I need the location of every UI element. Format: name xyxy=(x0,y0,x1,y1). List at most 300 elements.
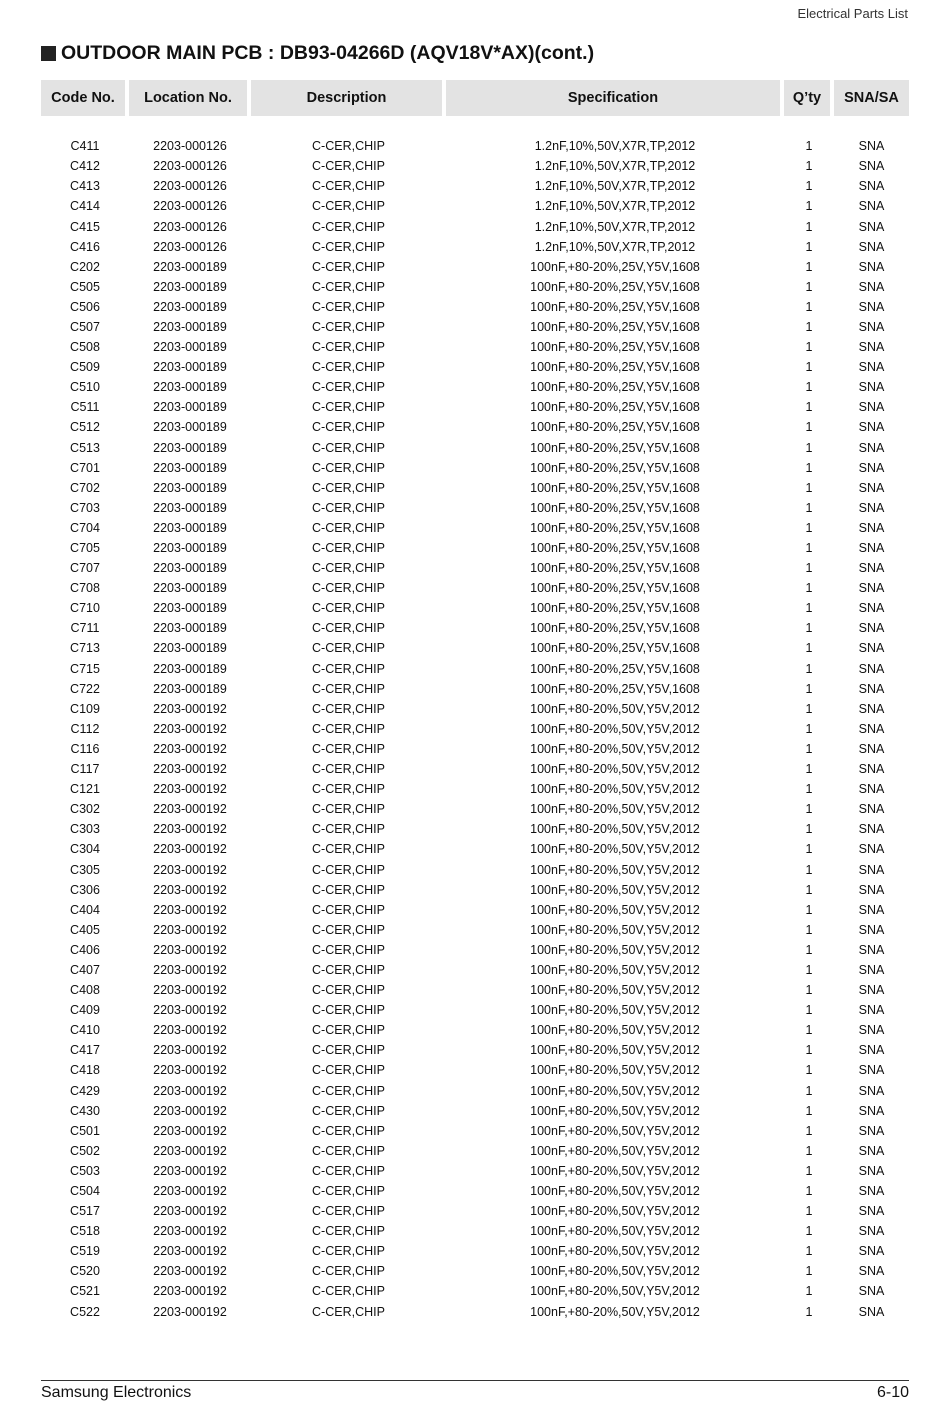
qty-cell: 1 xyxy=(805,460,813,475)
specification-cell: 100nF,+80-20%,50V,Y5V,2012 xyxy=(530,1204,700,1219)
description-cell: C-CER,CHIP xyxy=(312,1204,385,1219)
specification-cell: 100nF,+80-20%,50V,Y5V,2012 xyxy=(530,882,700,897)
sna-sa-cell: SNA xyxy=(858,1284,885,1299)
specification-cell: 100nF,+80-20%,25V,Y5V,1608 xyxy=(530,581,700,596)
specification-cell: 100nF,+80-20%,50V,Y5V,2012 xyxy=(530,1264,700,1279)
sna-sa-cell: SNA xyxy=(858,1163,885,1178)
sna-sa-cell: SNA xyxy=(858,842,885,857)
description-cell: C-CER,CHIP xyxy=(312,802,385,817)
code-no-cell: C302 xyxy=(70,802,100,817)
qty-cell: 1 xyxy=(805,360,813,375)
sna-sa-cell: SNA xyxy=(858,1204,885,1219)
location-no-cell: 2203-000126 xyxy=(153,199,227,214)
table-row xyxy=(41,1060,909,1080)
location-no-cell: 2203-000192 xyxy=(153,1123,227,1138)
table-row xyxy=(41,257,909,277)
column-header-description: Description xyxy=(251,80,446,116)
qty-cell: 1 xyxy=(805,520,813,535)
specification-cell: 100nF,+80-20%,25V,Y5V,1608 xyxy=(530,541,700,556)
table-row xyxy=(41,859,909,879)
location-no-cell: 2203-000192 xyxy=(153,802,227,817)
qty-cell: 1 xyxy=(805,179,813,194)
description-cell: C-CER,CHIP xyxy=(312,500,385,515)
code-no-cell: C502 xyxy=(70,1143,100,1158)
location-no-cell: 2203-000189 xyxy=(153,661,227,676)
qty-cell: 1 xyxy=(805,902,813,917)
qty-cell: 1 xyxy=(805,420,813,435)
description-cell: C-CER,CHIP xyxy=(312,1184,385,1199)
qty-cell: 1 xyxy=(805,942,813,957)
specification-cell: 100nF,+80-20%,25V,Y5V,1608 xyxy=(530,360,700,375)
table-row xyxy=(41,799,909,819)
sna-sa-cell: SNA xyxy=(858,701,885,716)
code-no-cell: C121 xyxy=(70,782,100,797)
sna-sa-cell: SNA xyxy=(858,1264,885,1279)
location-no-cell: 2203-000192 xyxy=(153,942,227,957)
table-row xyxy=(41,1101,909,1121)
sna-sa-cell: SNA xyxy=(858,1244,885,1259)
qty-cell: 1 xyxy=(805,239,813,254)
specification-cell: 100nF,+80-20%,50V,Y5V,2012 xyxy=(530,942,700,957)
description-cell: C-CER,CHIP xyxy=(312,983,385,998)
table-row xyxy=(41,839,909,859)
description-cell: C-CER,CHIP xyxy=(312,922,385,937)
specification-cell: 100nF,+80-20%,50V,Y5V,2012 xyxy=(530,1043,700,1058)
table-row xyxy=(41,739,909,759)
qty-cell: 1 xyxy=(805,1063,813,1078)
description-cell: C-CER,CHIP xyxy=(312,862,385,877)
specification-cell: 1.2nF,10%,50V,X7R,TP,2012 xyxy=(534,239,696,254)
description-cell: C-CER,CHIP xyxy=(312,480,385,495)
qty-cell: 1 xyxy=(805,983,813,998)
location-no-cell: 2203-000189 xyxy=(153,500,227,515)
location-no-cell: 2203-000189 xyxy=(153,681,227,696)
code-no-cell: C410 xyxy=(70,1023,100,1038)
sna-sa-cell: SNA xyxy=(858,942,885,957)
location-no-cell: 2203-000192 xyxy=(153,762,227,777)
code-no-cell: C418 xyxy=(70,1063,100,1078)
location-no-cell: 2203-000192 xyxy=(153,1043,227,1058)
specification-cell: 100nF,+80-20%,50V,Y5V,2012 xyxy=(530,962,700,977)
description-cell: C-CER,CHIP xyxy=(312,782,385,797)
specification-cell: 1.2nF,10%,50V,X7R,TP,2012 xyxy=(534,219,696,234)
sna-sa-cell: SNA xyxy=(858,621,885,636)
specification-cell: 100nF,+80-20%,25V,Y5V,1608 xyxy=(530,299,700,314)
location-no-cell: 2203-000189 xyxy=(153,480,227,495)
table-row xyxy=(41,960,909,980)
table-row xyxy=(41,699,909,719)
code-no-cell: C304 xyxy=(70,842,100,857)
location-no-cell: 2203-000192 xyxy=(153,1083,227,1098)
table-row xyxy=(41,498,909,518)
qty-cell: 1 xyxy=(805,741,813,756)
sna-sa-cell: SNA xyxy=(858,219,885,234)
table-row xyxy=(41,900,909,920)
description-cell: C-CER,CHIP xyxy=(312,721,385,736)
code-no-cell: C202 xyxy=(70,259,100,274)
table-row xyxy=(41,1181,909,1201)
specification-cell: 100nF,+80-20%,50V,Y5V,2012 xyxy=(530,1224,700,1239)
description-cell: C-CER,CHIP xyxy=(312,159,385,174)
table-row xyxy=(41,317,909,337)
code-no-cell: C520 xyxy=(70,1264,100,1279)
table-row xyxy=(41,1141,909,1161)
specification-cell: 100nF,+80-20%,50V,Y5V,2012 xyxy=(530,721,700,736)
specification-cell: 1.2nF,10%,50V,X7R,TP,2012 xyxy=(534,159,696,174)
qty-cell: 1 xyxy=(805,279,813,294)
location-no-cell: 2203-000189 xyxy=(153,541,227,556)
code-no-cell: C711 xyxy=(70,621,100,636)
sna-sa-cell: SNA xyxy=(858,239,885,254)
description-cell: C-CER,CHIP xyxy=(312,299,385,314)
specification-cell: 100nF,+80-20%,25V,Y5V,1608 xyxy=(530,621,700,636)
table-row xyxy=(41,176,909,196)
specification-cell: 100nF,+80-20%,25V,Y5V,1608 xyxy=(530,319,700,334)
code-no-cell: C506 xyxy=(70,299,100,314)
sna-sa-cell: SNA xyxy=(858,520,885,535)
table-row xyxy=(41,1261,909,1281)
code-no-cell: C430 xyxy=(70,1103,100,1118)
location-no-cell: 2203-000126 xyxy=(153,139,227,154)
table-row xyxy=(41,1281,909,1301)
code-no-cell: C414 xyxy=(70,199,100,214)
table-row xyxy=(41,618,909,638)
specification-cell: 100nF,+80-20%,25V,Y5V,1608 xyxy=(530,420,700,435)
location-no-cell: 2203-000189 xyxy=(153,400,227,415)
location-no-cell: 2203-000192 xyxy=(153,741,227,756)
code-no-cell: C705 xyxy=(70,541,100,556)
code-no-cell: C404 xyxy=(70,902,100,917)
location-no-cell: 2203-000192 xyxy=(153,1204,227,1219)
description-cell: C-CER,CHIP xyxy=(312,340,385,355)
description-cell: C-CER,CHIP xyxy=(312,942,385,957)
location-no-cell: 2203-000192 xyxy=(153,922,227,937)
location-no-cell: 2203-000192 xyxy=(153,1244,227,1259)
description-cell: C-CER,CHIP xyxy=(312,1003,385,1018)
code-no-cell: C429 xyxy=(70,1083,100,1098)
qty-cell: 1 xyxy=(805,882,813,897)
specification-cell: 100nF,+80-20%,25V,Y5V,1608 xyxy=(530,340,700,355)
location-no-cell: 2203-000192 xyxy=(153,1224,227,1239)
sna-sa-cell: SNA xyxy=(858,601,885,616)
sna-sa-cell: SNA xyxy=(858,1103,885,1118)
specification-cell: 100nF,+80-20%,50V,Y5V,2012 xyxy=(530,782,700,797)
sna-sa-cell: SNA xyxy=(858,862,885,877)
description-cell: C-CER,CHIP xyxy=(312,239,385,254)
specification-cell: 100nF,+80-20%,50V,Y5V,2012 xyxy=(530,1123,700,1138)
qty-cell: 1 xyxy=(805,139,813,154)
specification-cell: 1.2nF,10%,50V,X7R,TP,2012 xyxy=(534,199,696,214)
location-no-cell: 2203-000126 xyxy=(153,239,227,254)
description-cell: C-CER,CHIP xyxy=(312,319,385,334)
sna-sa-cell: SNA xyxy=(858,1143,885,1158)
qty-cell: 1 xyxy=(805,601,813,616)
sna-sa-cell: SNA xyxy=(858,902,885,917)
table-row xyxy=(41,880,909,900)
qty-cell: 1 xyxy=(805,561,813,576)
sna-sa-cell: SNA xyxy=(858,882,885,897)
qty-cell: 1 xyxy=(805,319,813,334)
specification-cell: 1.2nF,10%,50V,X7R,TP,2012 xyxy=(534,139,696,154)
table-row xyxy=(41,558,909,578)
description-cell: C-CER,CHIP xyxy=(312,601,385,616)
table-row xyxy=(41,136,909,156)
table-row xyxy=(41,297,909,317)
table-row xyxy=(41,458,909,478)
code-no-cell: C408 xyxy=(70,983,100,998)
description-cell: C-CER,CHIP xyxy=(312,279,385,294)
code-no-cell: C112 xyxy=(70,721,100,736)
code-no-cell: C303 xyxy=(70,822,100,837)
description-cell: C-CER,CHIP xyxy=(312,420,385,435)
qty-cell: 1 xyxy=(805,802,813,817)
code-no-cell: C518 xyxy=(70,1224,100,1239)
location-no-cell: 2203-000189 xyxy=(153,360,227,375)
description-cell: C-CER,CHIP xyxy=(312,762,385,777)
location-no-cell: 2203-000192 xyxy=(153,1003,227,1018)
code-no-cell: C511 xyxy=(70,400,100,415)
qty-cell: 1 xyxy=(805,1264,813,1279)
code-no-cell: C504 xyxy=(70,1184,100,1199)
description-cell: C-CER,CHIP xyxy=(312,1163,385,1178)
table-row xyxy=(41,719,909,739)
sna-sa-cell: SNA xyxy=(858,983,885,998)
sna-sa-cell: SNA xyxy=(858,541,885,556)
description-cell: C-CER,CHIP xyxy=(312,902,385,917)
description-cell: C-CER,CHIP xyxy=(312,741,385,756)
qty-cell: 1 xyxy=(805,721,813,736)
table-row xyxy=(41,277,909,297)
sna-sa-cell: SNA xyxy=(858,581,885,596)
location-no-cell: 2203-000192 xyxy=(153,902,227,917)
column-header-sna-sa: SNA/SA xyxy=(834,80,909,116)
sna-sa-cell: SNA xyxy=(858,340,885,355)
specification-cell: 100nF,+80-20%,50V,Y5V,2012 xyxy=(530,1244,700,1259)
code-no-cell: C703 xyxy=(70,500,100,515)
table-row xyxy=(41,1241,909,1261)
table-row xyxy=(41,1201,909,1221)
location-no-cell: 2203-000192 xyxy=(153,983,227,998)
footer-company: Samsung Electronics xyxy=(41,1384,192,1401)
qty-cell: 1 xyxy=(805,500,813,515)
table-row xyxy=(41,538,909,558)
location-no-cell: 2203-000192 xyxy=(153,701,227,716)
qty-cell: 1 xyxy=(805,1123,813,1138)
qty-cell: 1 xyxy=(805,1003,813,1018)
code-no-cell: C704 xyxy=(70,520,100,535)
table-row xyxy=(41,659,909,679)
code-no-cell: C517 xyxy=(70,1204,100,1219)
code-no-cell: C710 xyxy=(70,601,100,616)
specification-cell: 100nF,+80-20%,25V,Y5V,1608 xyxy=(530,380,700,395)
qty-cell: 1 xyxy=(805,661,813,676)
code-no-cell: C513 xyxy=(70,440,100,455)
specification-cell: 100nF,+80-20%,25V,Y5V,1608 xyxy=(530,601,700,616)
sna-sa-cell: SNA xyxy=(858,380,885,395)
code-no-cell: C305 xyxy=(70,862,100,877)
location-no-cell: 2203-000192 xyxy=(153,1143,227,1158)
qty-cell: 1 xyxy=(805,701,813,716)
table-row xyxy=(41,156,909,176)
code-no-cell: C507 xyxy=(70,319,100,334)
qty-cell: 1 xyxy=(805,480,813,495)
table-row xyxy=(41,940,909,960)
code-no-cell: C503 xyxy=(70,1163,100,1178)
sna-sa-cell: SNA xyxy=(858,199,885,214)
sna-sa-cell: SNA xyxy=(858,802,885,817)
sna-sa-cell: SNA xyxy=(858,1083,885,1098)
table-row xyxy=(41,980,909,1000)
description-cell: C-CER,CHIP xyxy=(312,1143,385,1158)
sna-sa-cell: SNA xyxy=(858,1304,885,1319)
location-no-cell: 2203-000189 xyxy=(153,319,227,334)
table-row xyxy=(41,759,909,779)
qty-cell: 1 xyxy=(805,1083,813,1098)
specification-cell: 100nF,+80-20%,25V,Y5V,1608 xyxy=(530,259,700,274)
qty-cell: 1 xyxy=(805,219,813,234)
code-no-cell: C411 xyxy=(70,139,100,154)
specification-cell: 100nF,+80-20%,50V,Y5V,2012 xyxy=(530,1023,700,1038)
qty-cell: 1 xyxy=(805,541,813,556)
location-no-cell: 2203-000189 xyxy=(153,259,227,274)
qty-cell: 1 xyxy=(805,299,813,314)
sna-sa-cell: SNA xyxy=(858,440,885,455)
sna-sa-cell: SNA xyxy=(858,480,885,495)
description-cell: C-CER,CHIP xyxy=(312,701,385,716)
code-no-cell: C707 xyxy=(70,561,100,576)
description-cell: C-CER,CHIP xyxy=(312,1244,385,1259)
sna-sa-cell: SNA xyxy=(858,400,885,415)
specification-cell: 100nF,+80-20%,50V,Y5V,2012 xyxy=(530,1003,700,1018)
description-cell: C-CER,CHIP xyxy=(312,360,385,375)
specification-cell: 100nF,+80-20%,50V,Y5V,2012 xyxy=(530,741,700,756)
specification-cell: 100nF,+80-20%,50V,Y5V,2012 xyxy=(530,922,700,937)
location-no-cell: 2203-000192 xyxy=(153,1103,227,1118)
code-no-cell: C508 xyxy=(70,340,100,355)
description-cell: C-CER,CHIP xyxy=(312,641,385,656)
code-no-cell: C413 xyxy=(70,179,100,194)
sna-sa-cell: SNA xyxy=(858,500,885,515)
column-header-code-no: Code No. xyxy=(41,80,129,116)
code-no-cell: C510 xyxy=(70,380,100,395)
location-no-cell: 2203-000192 xyxy=(153,1284,227,1299)
sna-sa-cell: SNA xyxy=(858,561,885,576)
location-no-cell: 2203-000126 xyxy=(153,179,227,194)
code-no-cell: C501 xyxy=(70,1123,100,1138)
table-row xyxy=(41,679,909,699)
table-row xyxy=(41,196,909,216)
qty-cell: 1 xyxy=(805,842,813,857)
qty-cell: 1 xyxy=(805,922,813,937)
table-row xyxy=(41,1161,909,1181)
spacer-cell xyxy=(41,116,909,136)
sna-sa-cell: SNA xyxy=(858,661,885,676)
qty-cell: 1 xyxy=(805,1304,813,1319)
code-no-cell: C406 xyxy=(70,942,100,957)
description-cell: C-CER,CHIP xyxy=(312,681,385,696)
description-cell: C-CER,CHIP xyxy=(312,1123,385,1138)
table-row xyxy=(41,357,909,377)
description-cell: C-CER,CHIP xyxy=(312,1023,385,1038)
sna-sa-cell: SNA xyxy=(858,721,885,736)
sna-sa-cell: SNA xyxy=(858,762,885,777)
column-header-qty: Q’ty xyxy=(784,80,834,116)
description-cell: C-CER,CHIP xyxy=(312,440,385,455)
location-no-cell: 2203-000189 xyxy=(153,460,227,475)
sna-sa-cell: SNA xyxy=(858,1043,885,1058)
sna-sa-cell: SNA xyxy=(858,360,885,375)
sna-sa-cell: SNA xyxy=(858,681,885,696)
location-no-cell: 2203-000192 xyxy=(153,721,227,736)
description-cell: C-CER,CHIP xyxy=(312,962,385,977)
location-no-cell: 2203-000192 xyxy=(153,822,227,837)
code-no-cell: C412 xyxy=(70,159,100,174)
table-row xyxy=(41,337,909,357)
table-row xyxy=(41,638,909,658)
code-no-cell: C702 xyxy=(70,480,100,495)
description-cell: C-CER,CHIP xyxy=(312,219,385,234)
sna-sa-cell: SNA xyxy=(858,460,885,475)
table-row xyxy=(41,920,909,940)
code-no-cell: C519 xyxy=(70,1244,100,1259)
specification-cell: 100nF,+80-20%,50V,Y5V,2012 xyxy=(530,1063,700,1078)
code-no-cell: C509 xyxy=(70,360,100,375)
code-no-cell: C116 xyxy=(70,741,100,756)
location-no-cell: 2203-000192 xyxy=(153,842,227,857)
qty-cell: 1 xyxy=(805,440,813,455)
sna-sa-cell: SNA xyxy=(858,922,885,937)
location-no-cell: 2203-000189 xyxy=(153,340,227,355)
specification-cell: 100nF,+80-20%,25V,Y5V,1608 xyxy=(530,279,700,294)
location-no-cell: 2203-000189 xyxy=(153,601,227,616)
location-no-cell: 2203-000192 xyxy=(153,782,227,797)
code-no-cell: C708 xyxy=(70,581,100,596)
qty-cell: 1 xyxy=(805,962,813,977)
sna-sa-cell: SNA xyxy=(858,139,885,154)
description-cell: C-CER,CHIP xyxy=(312,621,385,636)
specification-cell: 100nF,+80-20%,50V,Y5V,2012 xyxy=(530,842,700,857)
specification-cell: 100nF,+80-20%,25V,Y5V,1608 xyxy=(530,520,700,535)
sna-sa-cell: SNA xyxy=(858,179,885,194)
description-cell: C-CER,CHIP xyxy=(312,400,385,415)
specification-cell: 100nF,+80-20%,25V,Y5V,1608 xyxy=(530,500,700,515)
description-cell: C-CER,CHIP xyxy=(312,199,385,214)
description-cell: C-CER,CHIP xyxy=(312,1103,385,1118)
table-row xyxy=(41,478,909,498)
specification-cell: 100nF,+80-20%,50V,Y5V,2012 xyxy=(530,1083,700,1098)
location-no-cell: 2203-000189 xyxy=(153,440,227,455)
description-cell: C-CER,CHIP xyxy=(312,139,385,154)
qty-cell: 1 xyxy=(805,1284,813,1299)
location-no-cell: 2203-000189 xyxy=(153,380,227,395)
sna-sa-cell: SNA xyxy=(858,741,885,756)
table-spacer-row xyxy=(41,116,909,136)
qty-cell: 1 xyxy=(805,1244,813,1259)
code-no-cell: C409 xyxy=(70,1003,100,1018)
code-no-cell: C416 xyxy=(70,239,100,254)
specification-cell: 100nF,+80-20%,50V,Y5V,2012 xyxy=(530,822,700,837)
sna-sa-cell: SNA xyxy=(858,641,885,656)
description-cell: C-CER,CHIP xyxy=(312,882,385,897)
code-no-cell: C405 xyxy=(70,922,100,937)
code-no-cell: C505 xyxy=(70,279,100,294)
code-no-cell: C512 xyxy=(70,420,100,435)
table-row xyxy=(41,598,909,618)
qty-cell: 1 xyxy=(805,862,813,877)
sna-sa-cell: SNA xyxy=(858,299,885,314)
specification-cell: 100nF,+80-20%,50V,Y5V,2012 xyxy=(530,902,700,917)
table-row xyxy=(41,1081,909,1101)
